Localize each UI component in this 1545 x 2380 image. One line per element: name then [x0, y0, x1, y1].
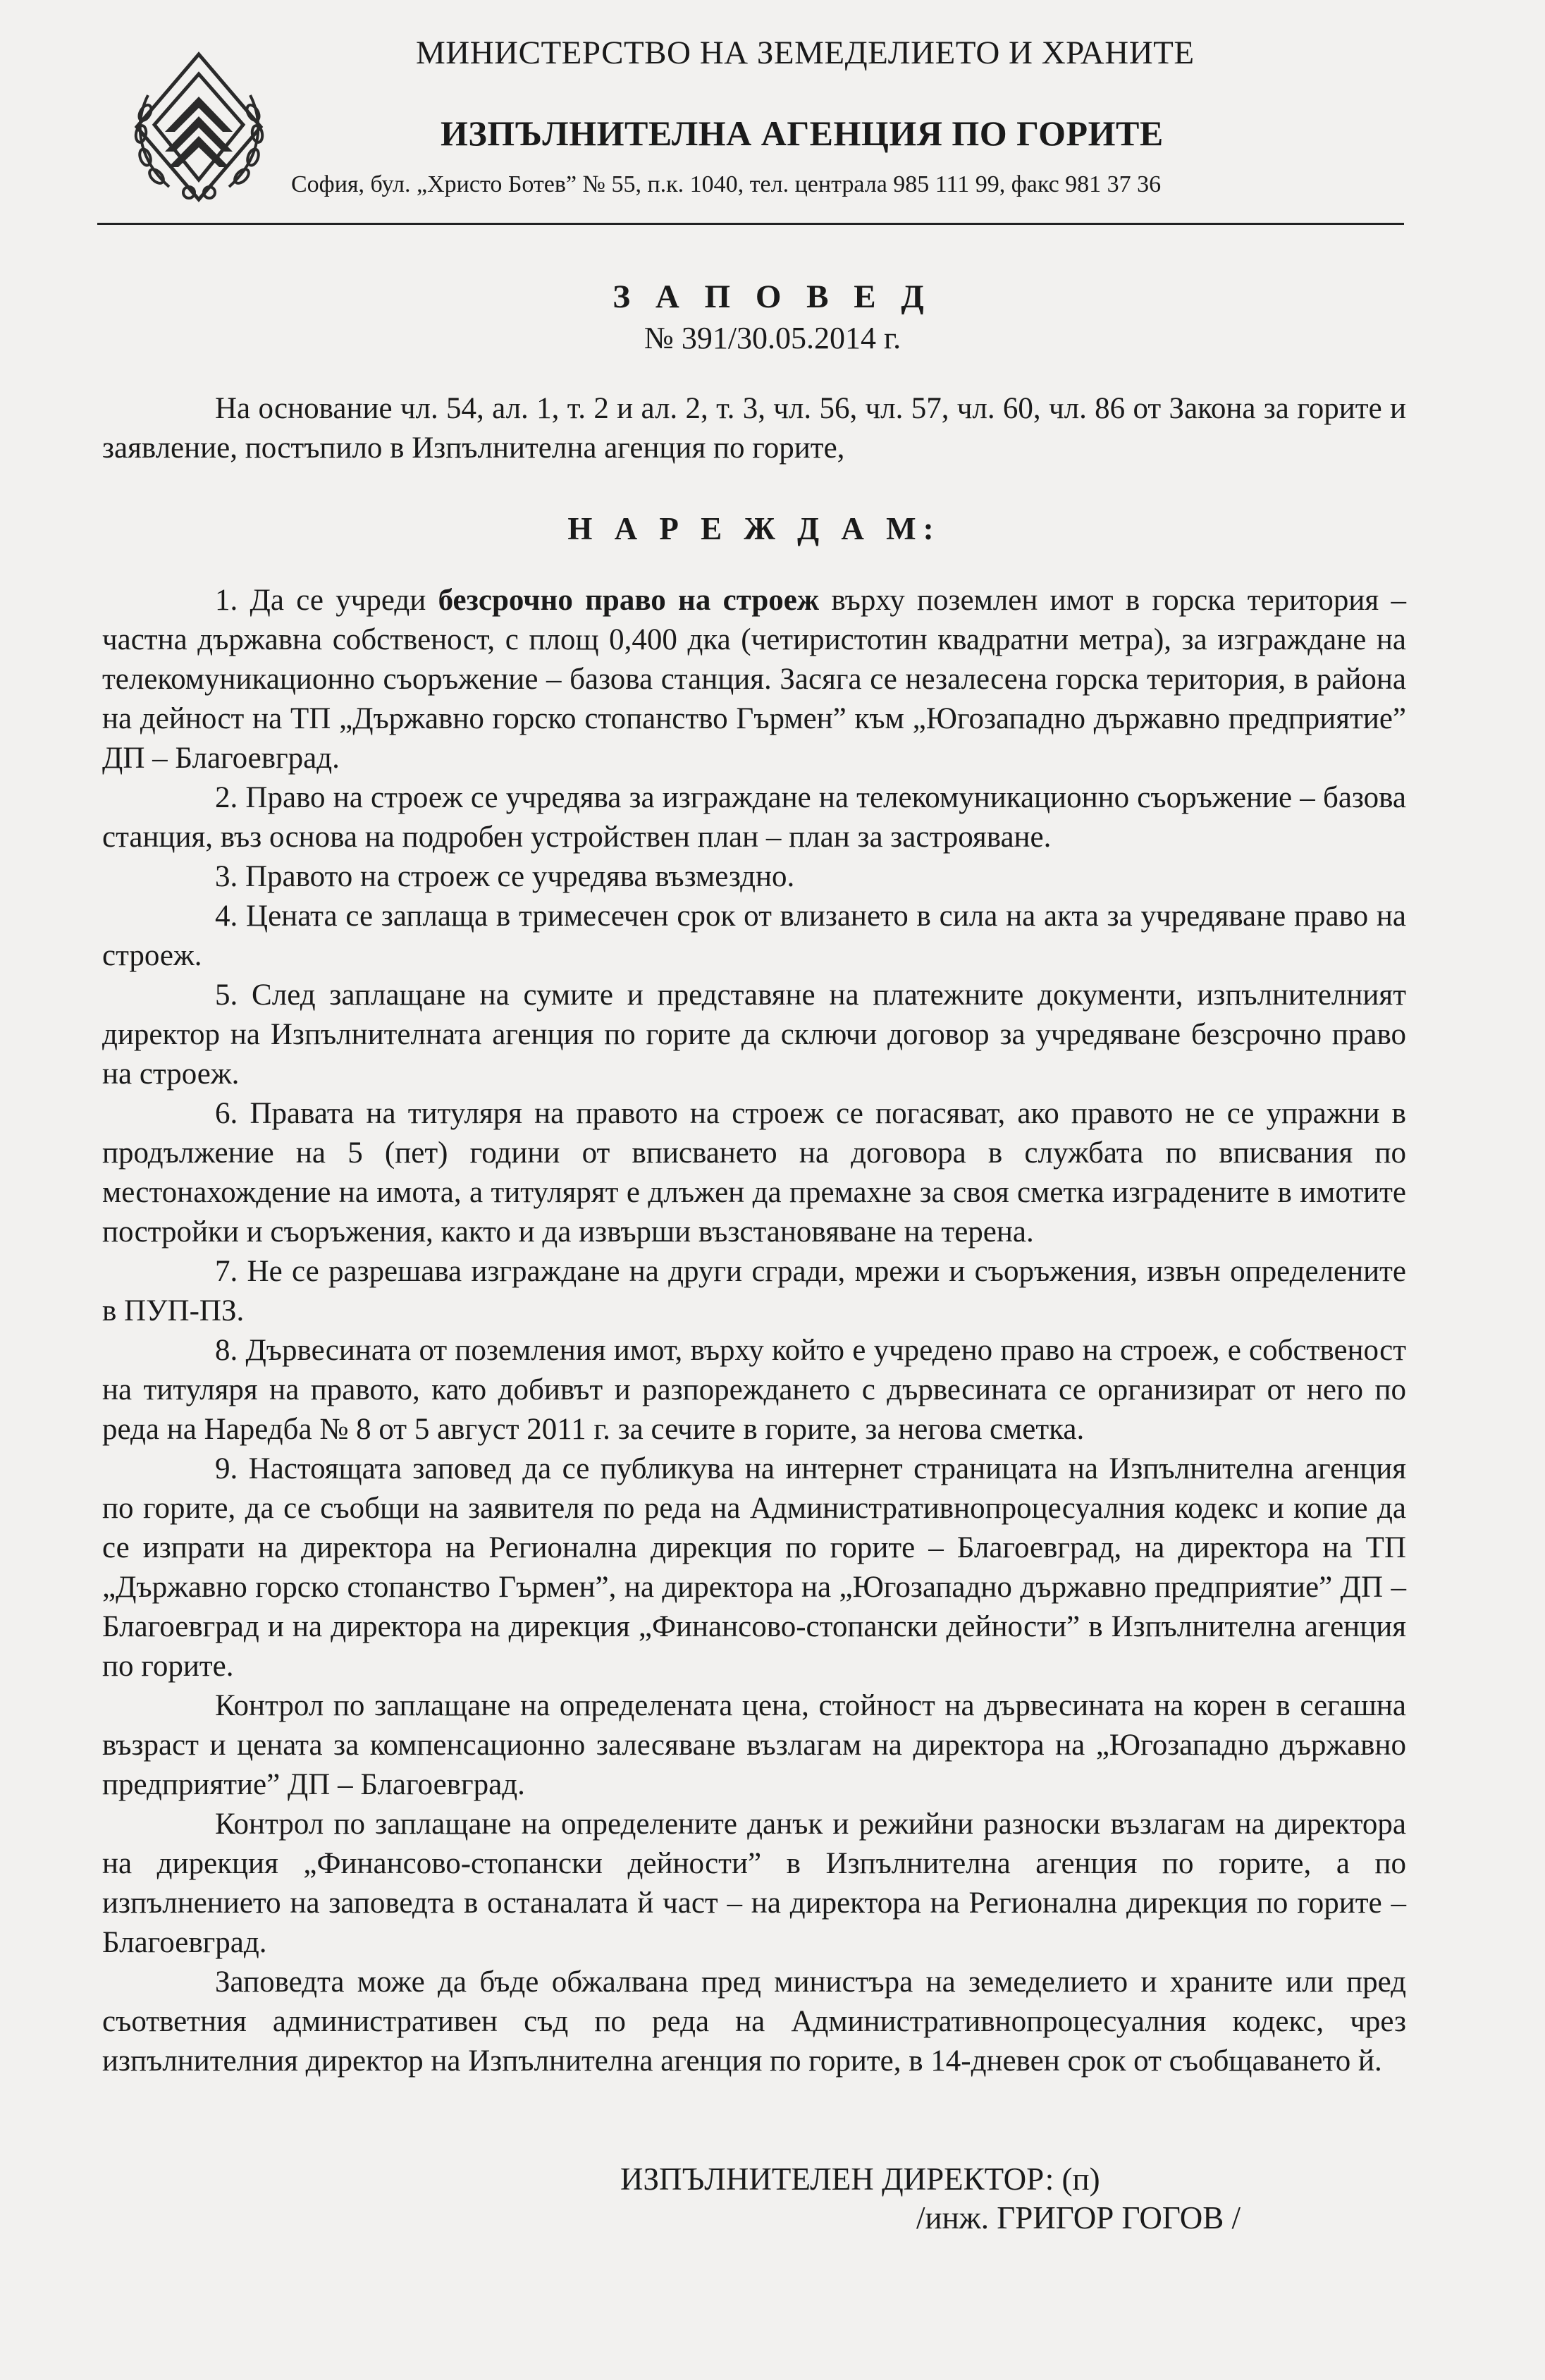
order-title: З А П О В Е Д	[613, 278, 932, 315]
item-8: 8. Дървесината от поземления имот, върху който е учредено право на строеж, е собственост на титуляря на правото, като добивът и разпореждането с дървесината се организират от него по реда на Наредба № 8 от 5 август 2011 г. за сечите в горите, за негова сметка.	[102, 1334, 1406, 1446]
item-1-prefix: 1. Да се учреди	[215, 584, 438, 617]
signature-title: ИЗПЪЛНИТЕЛЕН ДИРЕКТОР: (п)	[620, 2161, 1100, 2197]
item-1-bold: безсрочно право на строеж	[438, 584, 820, 617]
decree-heading: Н А Р Е Ж Д А М:	[567, 511, 941, 546]
control-paragraph-2: Контрол по заплащане на определените данък и режийни разноски възлагам на директора на дирекция „Финансово-стопански дейности” в Изпълнителна агенция по горите, а по изпълнението на заповедта в останалата й част – на директора на Регионална дирекция по горите – Благоевград.	[102, 1808, 1406, 1959]
item-7: 7. Не се разрешава изграждане на други сгради, мрежи и съоръжения, извън определените в ПУП-ПЗ.	[102, 1255, 1406, 1327]
item-1-suffix: върху поземлен имот в горска територия – частна държавна собственост, с площ 0,400 дка (четиристотин квадратни метра), за изграждане на телекомуникационно съоръжение – базова станция. Засяга се незалесена горска територия, в района на дейност на ТП „Държавно горско стопанство Гърмен” към „Югозападно държавно предприятие” ДП – Благоевград.	[102, 584, 1406, 775]
item-3: 3. Правото на строеж се учредява възмездно.	[215, 860, 795, 893]
item-1	[102, 581, 1406, 778]
ministry-name: МИНИСТЕРСТВО НА ЗЕМЕДЕЛИЕТО И ХРАНИТЕ	[416, 35, 1195, 71]
item-5: 5. След заплащане на сумите и представяне на платежните документи, изпълнителният директор на Изпълнителната агенция по горите да сключи договор за учредяване безсрочно право на строеж.	[102, 979, 1406, 1091]
control-paragraph-1: Контрол по заплащане на определената цена, стойност на дървесината на корен в сегашна възраст и цената за компенсационно залесяване възлагам на директора на „Югозападно държавно предприятие” ДП – Благоевград.	[102, 1689, 1406, 1801]
item-9: 9. Настоящата заповед да се публикува на интернет страницата на Изпълнителна агенция по горите, да се съобщи на заявителя по реда на Административнопроцесуалния кодекс и копие да се изпрати на директора на Регионална дирекция по горите – Благоевград, на директора на ТП „Държавно горско стопанство Гърмен”, на директора на „Югозападно държавно предприятие” ДП – Благоевград и на директора на дирекция „Финансово-стопански дейности” в Изпълнителна агенция по горите.	[102, 1452, 1406, 1683]
letterhead-divider	[97, 223, 1404, 225]
appeal-paragraph: Заповедта може да бъде обжалвана пред министъра на земеделието и храните или пред съответния административен съд по реда на Административнопроцесуалния кодекс, чрез изпълнителния директор на Изпълнителна агенция по горите, в 14-дневен срок от съобщаването й.	[102, 1965, 1406, 2078]
document-body	[102, 389, 1406, 2081]
agency-name: ИЗПЪЛНИТЕЛНА АГЕНЦИЯ ПО ГОРИТЕ	[441, 114, 1164, 153]
preamble-paragraph: На основание чл. 54, ал. 1, т. 2 и ал. 2, т. 3, чл. 56, чл. 57, чл. 60, чл. 86 от Закона за горите и заявление, постъпило в Изпълнителна агенция по горите,	[102, 392, 1406, 465]
signature-name: /инж. ГРИГОР ГОГОВ /	[916, 2200, 1241, 2235]
item-6: 6. Правата на титуляря на правото на строеж се погасяват, ако правото не се упражни в продължение на 5 (пет) години от вписването на договора в службата по вписвания по местонахождение на имота, а титулярят е длъжен да премахне за своя сметка изградените в имотите постройки и съоръжения, както и да извърши възстановяване на терена.	[102, 1097, 1406, 1249]
item-4: 4. Цената се заплаща в тримесечен срок от влизането в сила на акта за учредяване право на строеж.	[102, 900, 1406, 972]
agency-address: София, бул. „Христо Ботев” № 55, п.к. 1040, тел. централа 985 111 99, факс 981 37 36	[291, 171, 1162, 197]
order-number: № 391/30.05.2014 г.	[644, 321, 901, 355]
forest-agency-emblem-icon	[120, 46, 278, 204]
item-2: 2. Право на строеж се учредява за изграждане на телекомуникационно съоръжение – базова станция, въз основа на подробен устройствен план – план за застрояване.	[102, 781, 1406, 854]
